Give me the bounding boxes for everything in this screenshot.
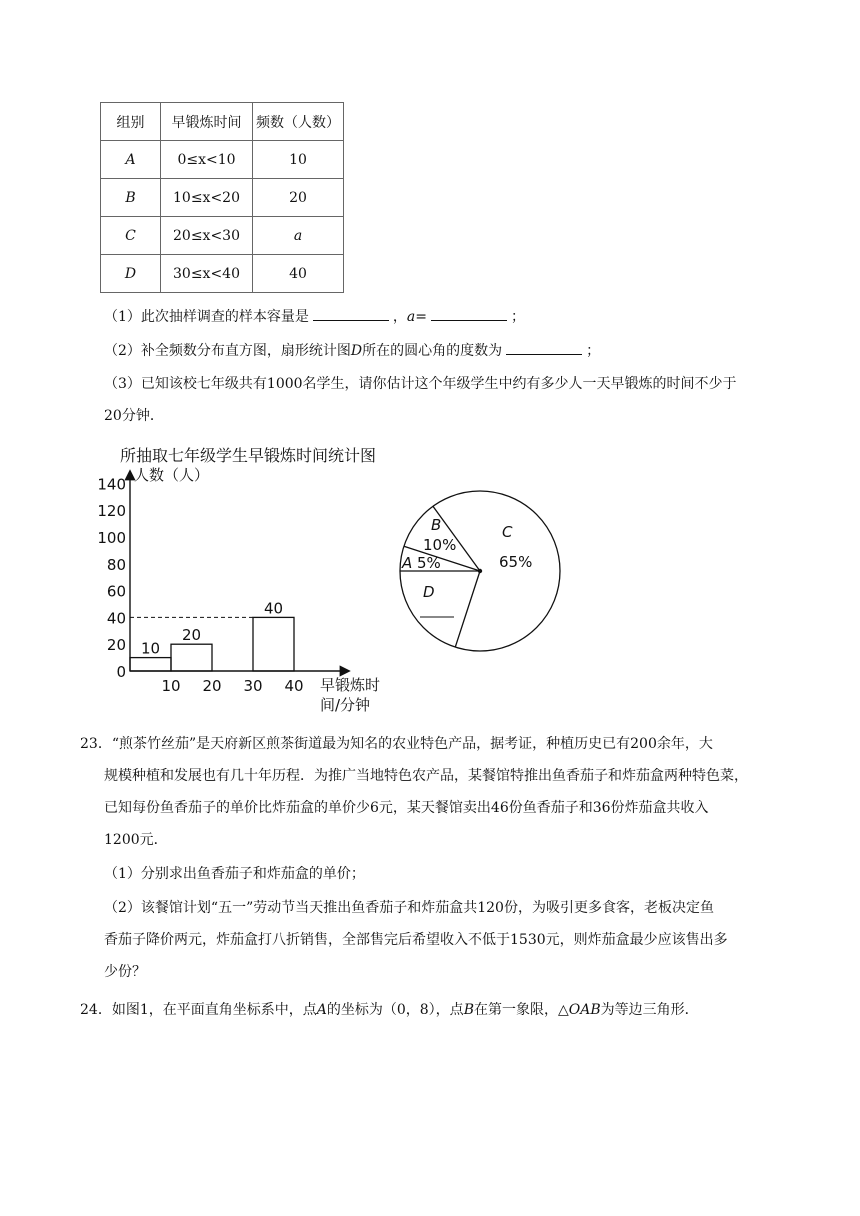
question-23-line-3: 已知每份鱼香茄子的单价比炸茄盒的单价少6元，某天餐馆卖出46份鱼香茄子和36份炸茄盒共收入 [104, 800, 709, 816]
range-cell: 10≤x<20 [161, 179, 253, 217]
y-axis-label: 人数（人） [134, 466, 210, 484]
header-cell: 频数（人数） [253, 103, 344, 141]
y-tick-label: 40 [106, 609, 126, 628]
question-23-line-2: 规模种植和发展也有几十年历程．为推广当地特色农产品，某餐馆特推出鱼香茄子和炸茄盒两种特色菜， [104, 768, 748, 784]
bar-label: 10 [140, 639, 161, 658]
y-tick-label: 100 [97, 529, 126, 547]
answer-blank [506, 340, 582, 355]
range-cell: 30≤x<40 [161, 255, 253, 293]
histogram-chart [80, 460, 420, 720]
group-cell: A [101, 141, 161, 179]
question-text: ； [586, 343, 601, 359]
table-header-row [101, 103, 344, 141]
slice-label-a: A [402, 554, 413, 572]
answer-blank [313, 306, 389, 321]
pie-center [478, 569, 482, 573]
question-text: 的坐标为（0，8），点 [326, 1002, 464, 1018]
range-cell: 20≤x<30 [161, 217, 253, 255]
question-23-part-2-line-2: 香茄子降价两元，炸茄盒打八折销售，全部售完后希望收入不低于1530元，则炸茄盒最少应该售出多 [104, 932, 728, 948]
x-axis-label-line-2: 间/分钟 [320, 696, 371, 714]
answer-blank [431, 306, 507, 321]
slice-label-d: D [423, 583, 435, 601]
question-23-part-2-line-1: （2）该餐馆计划“五一”劳动节当天推出鱼香茄子和炸茄盒共120份，为吸引更多食客，老板决定鱼 [104, 900, 714, 916]
variable-b: B [463, 1002, 474, 1018]
x-axis-label-line-1: 早锻炼时 [320, 676, 381, 694]
header-cell: 组别 [101, 103, 161, 141]
group-cell: B [101, 179, 161, 217]
table-row [101, 141, 344, 179]
variable-d: D [350, 343, 363, 359]
question-text: 24．如图1，在平面直角坐标系中，点 [80, 1002, 317, 1018]
y-tick-label: 0 [116, 663, 126, 681]
slice-label-c: C [502, 523, 513, 541]
question-22-part-3-line-2: 20分钟． [104, 408, 164, 424]
variable-oab: OAB [568, 1002, 601, 1018]
y-tick-label: 60 [106, 582, 126, 601]
bar-label: 20 [181, 626, 202, 645]
question-22-part-2 [104, 340, 600, 360]
table-row [101, 179, 344, 217]
slice-label-b: B [431, 516, 442, 534]
header-cell: 早锻炼时间 [161, 103, 253, 141]
x-tick-label: 20 [202, 677, 222, 695]
y-tick-labels [97, 475, 126, 681]
question-22-part-3-line-1: （3）已知该校七年级共有1000名学生，请你估计这个年级学生中约有多少人一天早锻炼的时间不少于 [104, 376, 737, 392]
frequency-table [100, 102, 344, 293]
slice-value-a: 5% [417, 554, 441, 572]
count-cell: 10 [253, 141, 344, 179]
group-cell: C [101, 217, 161, 255]
count-cell: a [253, 217, 344, 255]
question-23-line-1: 23．“煎茶竹丝茄”是天府新区煎茶街道最为知名的农业特色产品，据考证，种植历史已有200余年，大 [80, 736, 713, 752]
question-text: 在第一象限，△ [473, 1002, 569, 1018]
slice-value-b: 10% [423, 536, 457, 554]
y-tick-label: 20 [106, 636, 126, 655]
x-tick-labels [161, 677, 303, 695]
question-text: （2）补全频数分布直方图，扇形统计图 [104, 343, 351, 359]
chart-title: 所抽取七年级学生早锻炼时间统计图 [120, 446, 377, 465]
question-text: （1）此次抽样调查的样本容量是 [104, 309, 309, 325]
x-tick-label: 10 [161, 677, 181, 695]
slice-value-c: 65% [499, 553, 533, 571]
table-row [101, 217, 344, 255]
variable-a: a [406, 309, 416, 325]
y-tick-label: 80 [106, 555, 126, 574]
question-text: ， [392, 309, 407, 325]
range-cell: 0≤x<10 [161, 141, 253, 179]
question-text: 所在的圆心角的度数为 [362, 343, 503, 359]
bar [171, 644, 212, 671]
x-tick-label: 30 [243, 677, 263, 695]
group-cell: D [101, 255, 161, 293]
question-23-part-1: （1）分别求出鱼香茄子和炸茄盒的单价； [104, 866, 365, 882]
variable-a: A [316, 1002, 327, 1018]
y-tick-label: 120 [97, 502, 126, 521]
bar [130, 658, 171, 671]
pie-slice-d-start [455, 571, 480, 647]
bar [253, 617, 294, 671]
question-23-line-4: 1200元． [104, 832, 168, 848]
count-cell: 20 [253, 179, 344, 217]
question-text: 为等边三角形． [600, 1002, 699, 1018]
question-text: ； [511, 309, 526, 325]
question-text: = [415, 309, 428, 325]
count-cell: 40 [253, 255, 344, 293]
question-22-part-1 [104, 306, 525, 326]
table-row [101, 255, 344, 293]
bars [130, 599, 294, 671]
pie-chart [390, 480, 580, 670]
bar-label: 40 [263, 599, 284, 618]
y-tick-label: 140 [97, 475, 126, 494]
x-tick-label: 40 [284, 677, 304, 695]
question-23-part-2-line-3: 少份？ [104, 964, 146, 980]
question-24-line-1 [80, 996, 699, 1024]
